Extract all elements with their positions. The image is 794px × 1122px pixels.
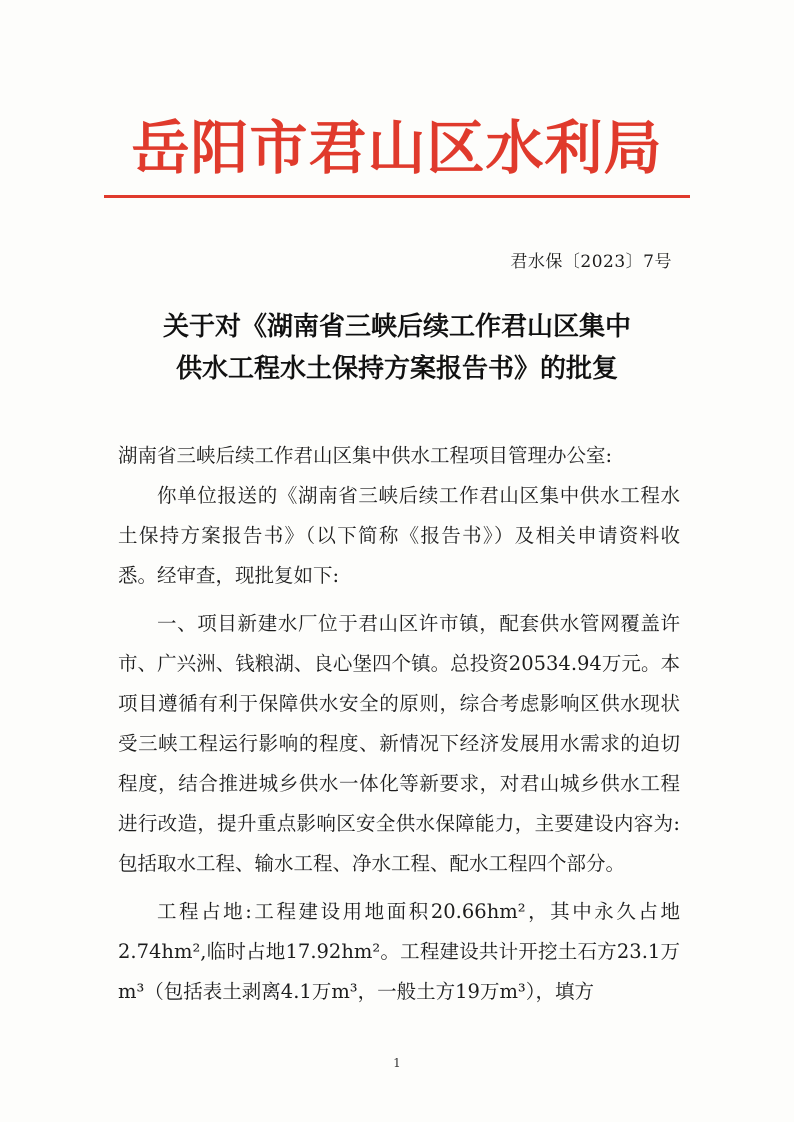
document-number: 君水保〔2023〕7号 [510, 252, 672, 272]
document-title [100, 306, 694, 390]
red-divider-line [104, 195, 690, 198]
document-body [118, 436, 680, 1012]
title-line-2: 供水工程水土保持方案报告书》的批复 [175, 354, 618, 384]
paragraph-land-occupation: 工程占地:工程建设用地面积20.66hm²，其中永久占地2.74hm²,临时占地17.92hm²。工程建设共计开挖土石方23.1万m³（包括表土剥离4.1万m³，一般土方19万m³），填方 [118, 900, 680, 1003]
page-number: 1 [393, 1056, 401, 1070]
addressee: 湖南省三峡后续工作君山区集中供水工程项目管理办公室: [118, 444, 613, 467]
paragraph-receipt: 你单位报送的《湖南省三峡后续工作君山区集中供水工程水土保持方案报告书》（以下简称《报告书》）及相关申请资料收悉。经审查，现批复如下: [118, 484, 680, 587]
title-line-1: 关于对《湖南省三峡后续工作君山区集中 [162, 312, 631, 342]
agency-masthead: 岳阳市君山区水利局 [131, 114, 663, 182]
paragraph-project-overview: 一、项目新建水厂位于君山区许市镇，配套供水管网覆盖许市、广兴洲、钱粮湖、良心堡四个镇。总投资20534.94万元。本项目遵循有利于保障供水安全的原则，综合考虑影响区供水现状受三峡工程运行影响的程度、新情况下经济发展用水需求的迫切程度，结合推进城乡供水一体化等新要求，对君山城乡供水工程进行改造，提升重点影响区安全供水保障能力，主要建设内容为:包括取水工程、输水工程、净水工程、配水工程四个部分。 [118, 612, 680, 875]
